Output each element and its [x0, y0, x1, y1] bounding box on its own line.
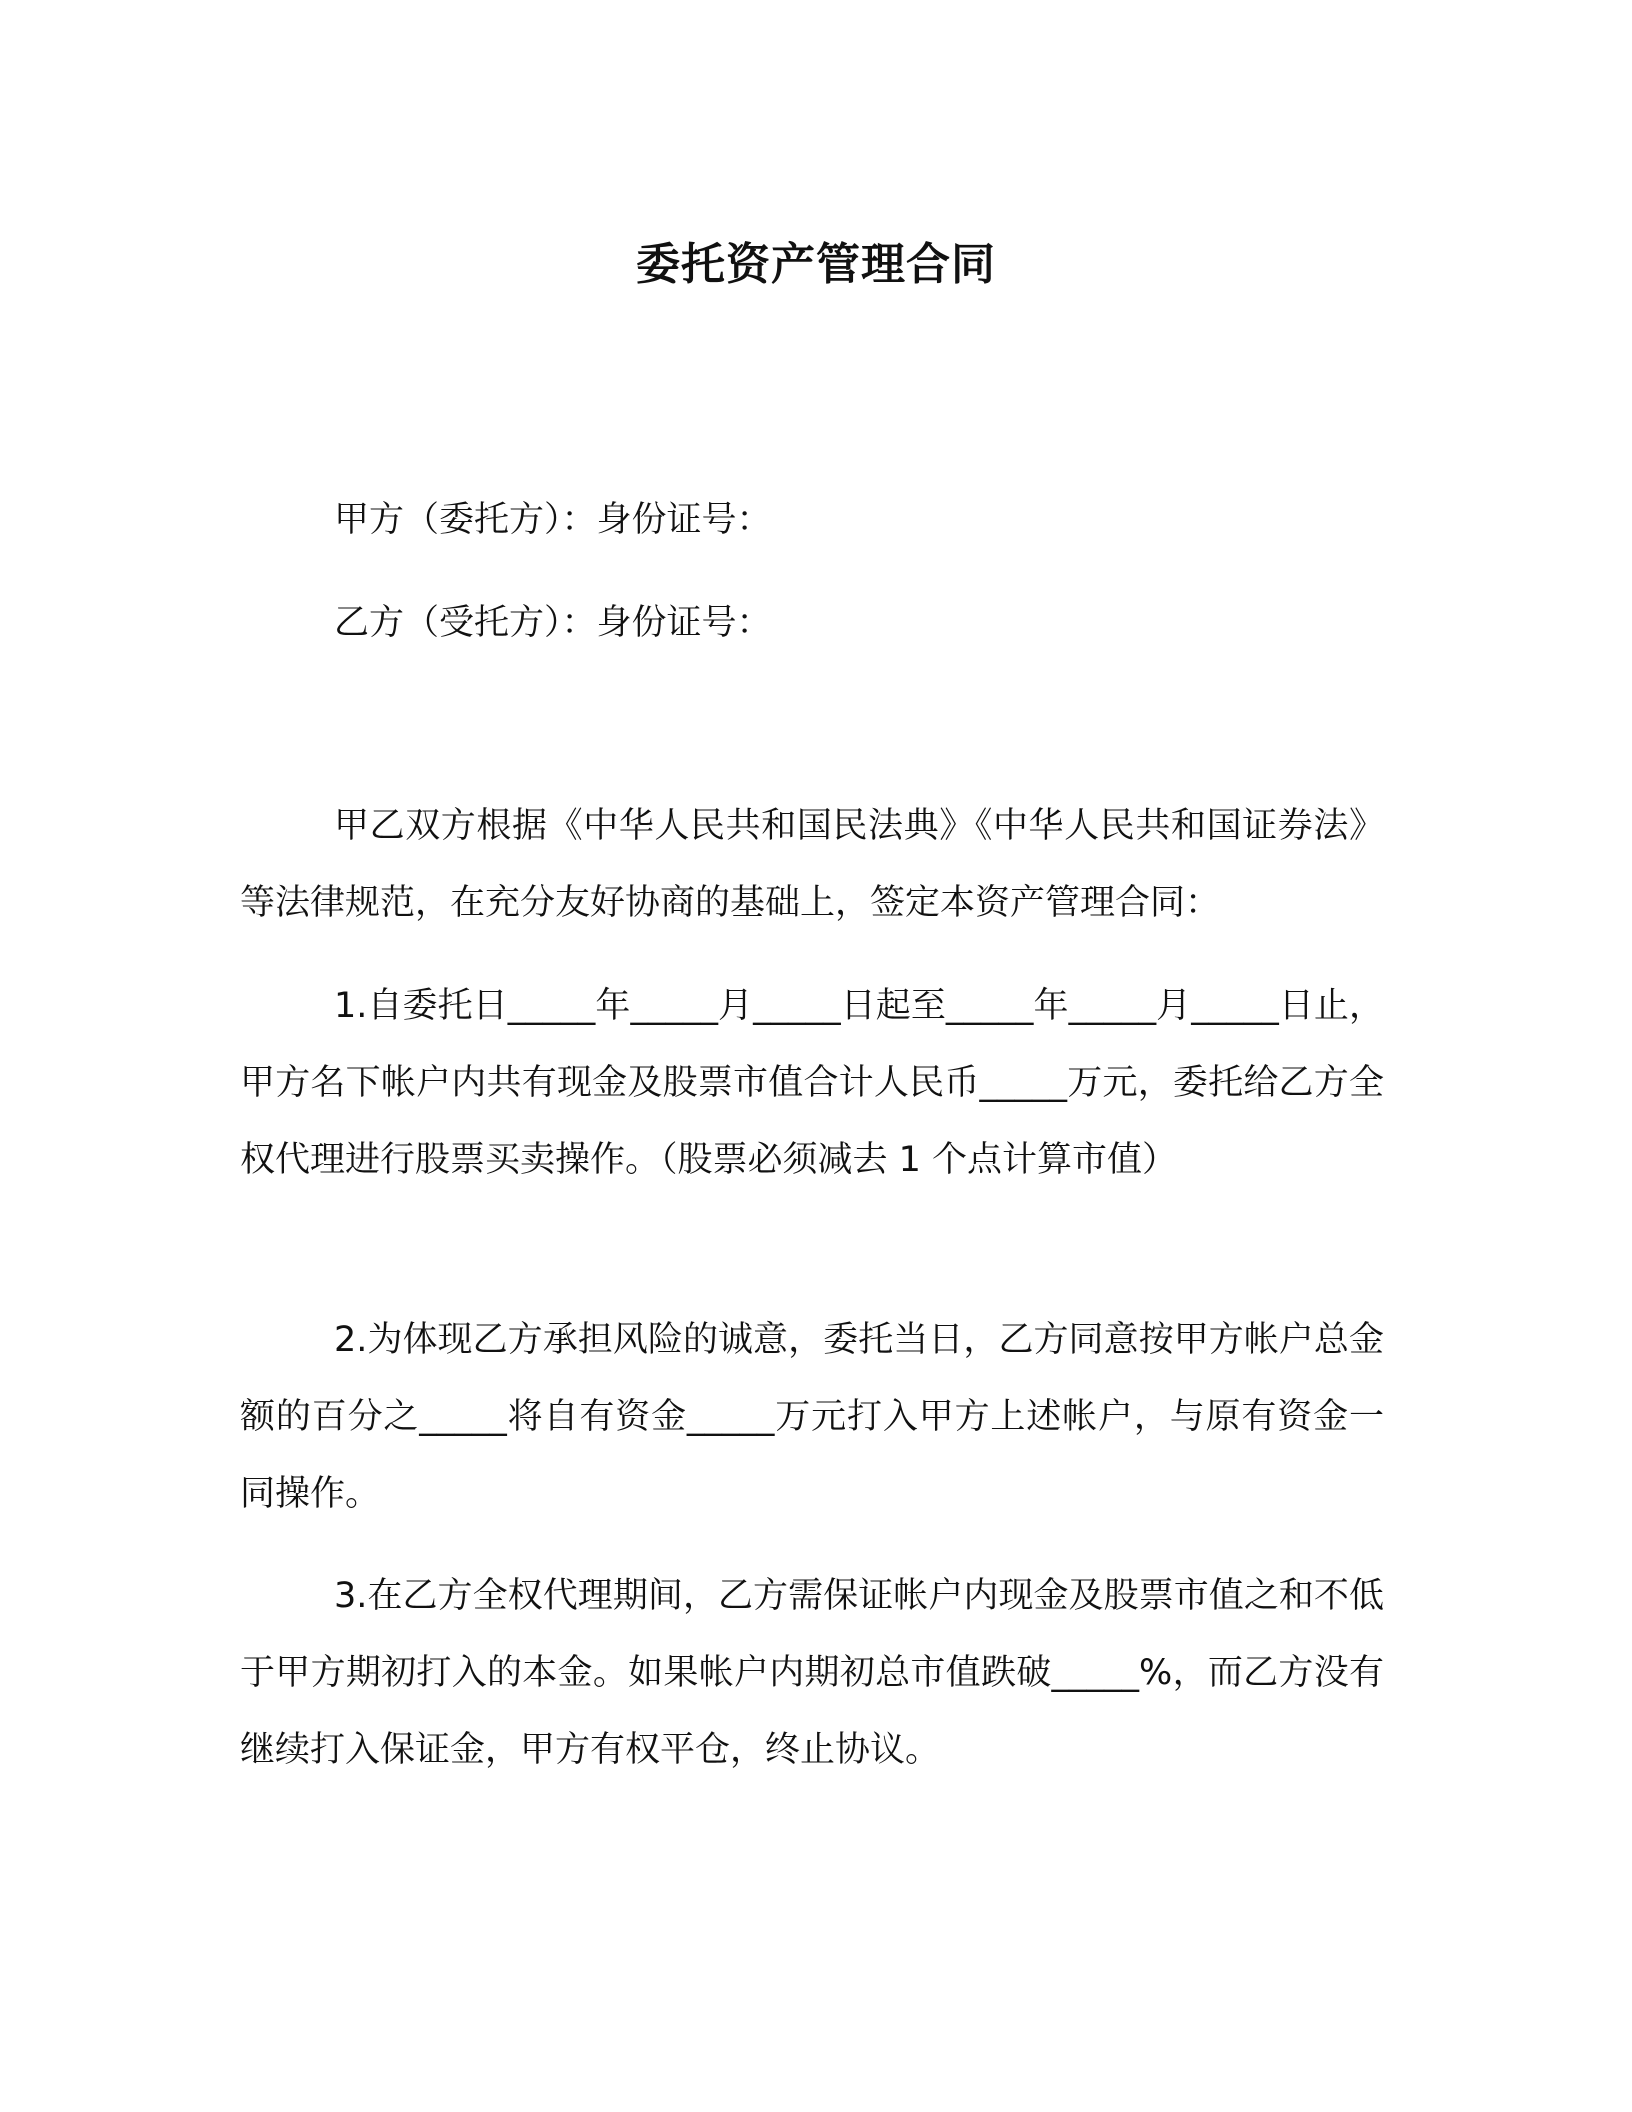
clause-3-paragraph: 3.在乙方全权代理期间，乙方需保证帐户内现金及股票市值之和不低于甲方期初打入的本金。如果帐户内期初总市值跌破_____%，而乙方没有继续打入保证金，甲方有权平仓，终止协议。: [240, 1576, 1384, 1770]
document-title: 委托资产管理合同: [636, 239, 996, 290]
party-a-line: 甲方（委托方）：身份证号：: [334, 500, 772, 540]
party-b-line: 乙方（受托方）：身份证号：: [334, 603, 772, 643]
intro-paragraph: 甲乙双方根据《中华人民共和国民法典》《中华人民共和国证券法》等法律规范，在充分友好协商的基础上，签定本资产管理合同：: [240, 806, 1384, 923]
clause-2-paragraph: 2.为体现乙方承担风险的诚意，委托当日，乙方同意按甲方帐户总金额的百分之_____将自有资金_____万元打入甲方上述帐户，与原有资金一同操作。: [240, 1320, 1384, 1514]
clause-1-paragraph: 1.自委托日_____年_____月_____日起至_____年_____月_____日止，甲方名下帐户内共有现金及股票市值合计人民币_____万元，委托给乙方全权代理进行股票买卖操作。（股票必须减去 1 个点计算市值）: [240, 986, 1384, 1180]
